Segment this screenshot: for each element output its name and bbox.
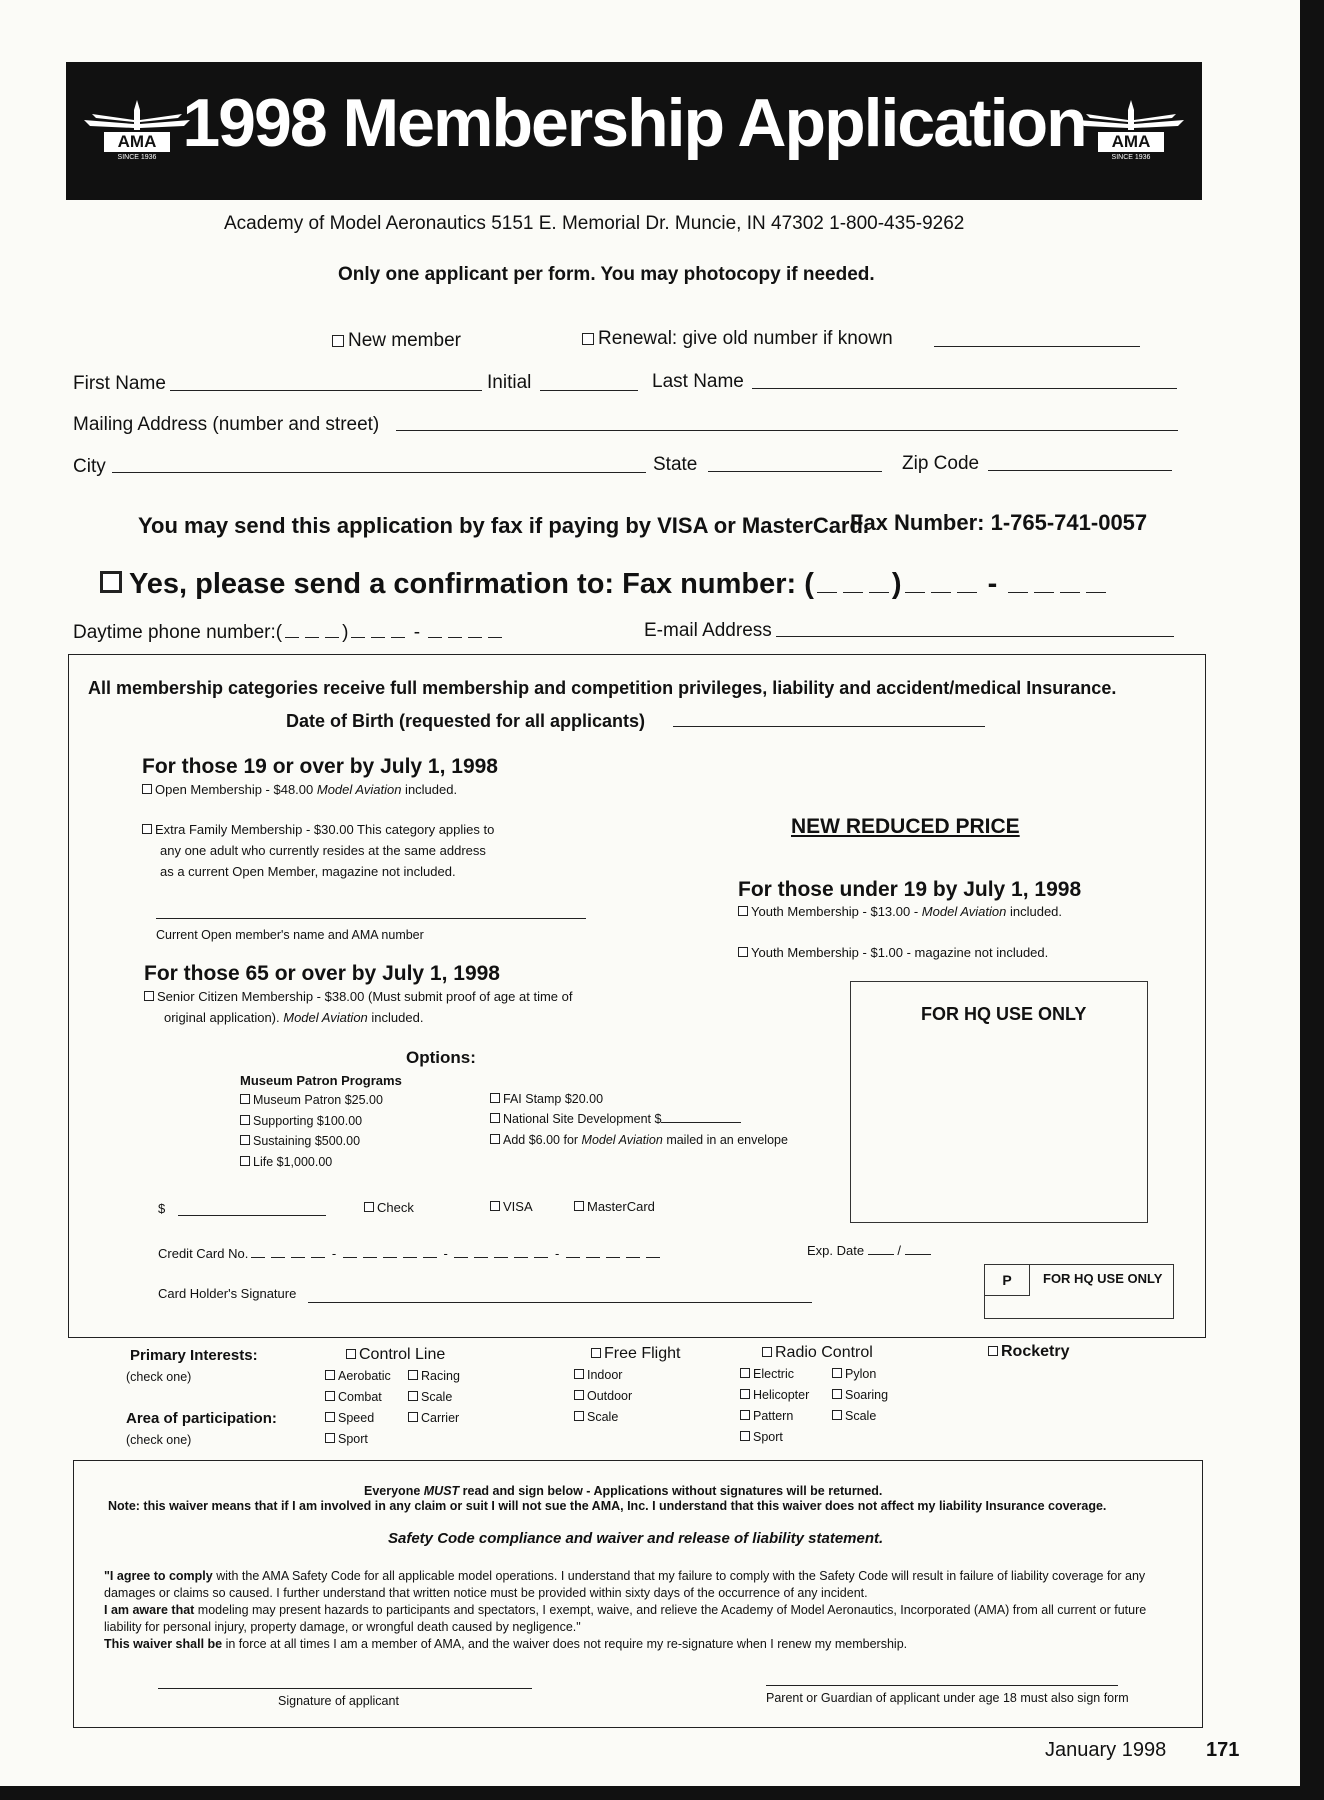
- museum-heading: Museum Patron Programs: [240, 1073, 402, 1088]
- new-member-checkbox[interactable]: [332, 335, 344, 347]
- pylon-option[interactable]: Pylon: [832, 1367, 876, 1381]
- ff-scale-option[interactable]: Scale: [574, 1410, 618, 1424]
- sustaining-option[interactable]: Sustaining $500.00: [240, 1134, 360, 1148]
- electric-option[interactable]: Electric: [740, 1367, 794, 1381]
- family-description-3: as a current Open Member, magazine not included.: [160, 864, 456, 879]
- state-label: State: [653, 454, 698, 475]
- fax-number: Fax Number: 1-765-741-0057: [850, 510, 1148, 535]
- confirmation-option[interactable]: Yes, please send a confirmation to: Fax number: ( ) -: [100, 568, 1109, 601]
- free-flight-option[interactable]: Free Flight: [591, 1345, 680, 1363]
- speed-option[interactable]: Speed: [325, 1411, 374, 1425]
- life-option[interactable]: Life $1,000.00: [240, 1155, 332, 1169]
- notice-line: Only one applicant per form. You may photocopy if needed.: [338, 264, 875, 285]
- control-line-checkbox[interactable]: [346, 1349, 356, 1359]
- mastercard-option[interactable]: MasterCard: [574, 1199, 655, 1214]
- new-reduced-price: NEW REDUCED PRICE: [791, 815, 1020, 838]
- racing-option[interactable]: Racing: [408, 1369, 460, 1383]
- exp-date-field[interactable]: Exp. Date /: [807, 1243, 931, 1258]
- logo-since: SINCE 1936: [117, 154, 157, 161]
- rocketry-option[interactable]: Rocketry: [988, 1343, 1069, 1361]
- check-option[interactable]: Check: [364, 1200, 414, 1215]
- racing-checkbox[interactable]: [408, 1370, 418, 1380]
- open-member-caption: Current Open member's name and AMA number: [156, 928, 424, 942]
- radio-control-checkbox[interactable]: [762, 1347, 772, 1357]
- daytime-phone-field[interactable]: Daytime phone number:( ) -: [73, 622, 505, 644]
- check-checkbox[interactable]: [364, 1202, 374, 1212]
- hq-use-box: [850, 981, 1148, 1223]
- applicant-signature-label: Signature of applicant: [278, 1694, 399, 1708]
- check-one-label: (check one): [126, 1370, 192, 1384]
- first-name-label: First Name: [73, 373, 166, 394]
- first-name-field[interactable]: [170, 390, 482, 391]
- aerobatic-checkbox[interactable]: [325, 1370, 335, 1380]
- envelope-checkbox[interactable]: [490, 1134, 500, 1144]
- hq-use-label: FOR HQ USE ONLY: [921, 1004, 1087, 1024]
- address-line: Academy of Model Aeronautics 5151 E. Memorial Dr. Muncie, IN 47302 1-800-435-9262: [224, 213, 965, 234]
- aerobatic-option[interactable]: Aerobatic: [325, 1369, 391, 1383]
- envelope-option[interactable]: Add $6.00 for Model Aviation mailed in an envelope: [490, 1133, 788, 1147]
- sustaining-checkbox[interactable]: [240, 1135, 250, 1145]
- fax-notice: You may send this application by fax if paying by VISA or MasterCard.: [138, 513, 870, 538]
- credit-card-field[interactable]: Credit Card No. - - -: [158, 1246, 663, 1261]
- page-title: 1998 Membership Application: [182, 85, 1086, 161]
- senior-description-2: original application). Model Aviation included.: [164, 1010, 424, 1025]
- amount-field[interactable]: [178, 1215, 326, 1216]
- national-site-checkbox[interactable]: [490, 1113, 500, 1123]
- rocketry-checkbox[interactable]: [988, 1346, 998, 1356]
- card-holder-signature-label: Card Holder's Signature: [158, 1286, 297, 1301]
- over19-heading: For those 19 or over by July 1, 1998: [142, 755, 498, 778]
- rc-sport-option[interactable]: Sport: [740, 1430, 783, 1444]
- logo-since: SINCE 1936: [1111, 154, 1151, 161]
- under19-heading: For those under 19 by July 1, 1998: [738, 878, 1082, 901]
- youth-membership-2-checkbox[interactable]: [738, 947, 748, 957]
- soaring-checkbox[interactable]: [832, 1389, 842, 1399]
- confirmation-checkbox[interactable]: [100, 571, 122, 593]
- logo-text: AMA: [117, 132, 157, 151]
- over65-heading: For those 65 or over by July 1, 1998: [144, 962, 500, 985]
- ama-logo-right: [1076, 96, 1186, 172]
- cl-sport-checkbox[interactable]: [325, 1433, 335, 1443]
- youth-membership-2-option[interactable]: Youth Membership - $1.00 - magazine not included.: [738, 945, 1048, 960]
- mailing-address-label: Mailing Address (number and street): [73, 414, 380, 435]
- rc-sport-checkbox[interactable]: [740, 1431, 750, 1441]
- safety-code-heading: Safety Code compliance and waiver and release of liability statement.: [388, 1530, 884, 1547]
- state-field[interactable]: [708, 471, 882, 472]
- email-label: E-mail Address: [644, 620, 772, 641]
- cl-scale-checkbox[interactable]: [408, 1391, 418, 1401]
- museum-patron-checkbox[interactable]: [240, 1094, 250, 1104]
- soaring-option[interactable]: Soaring: [832, 1388, 888, 1402]
- helicopter-checkbox[interactable]: [740, 1389, 750, 1399]
- card-holder-signature-field[interactable]: [308, 1302, 812, 1303]
- carrier-option[interactable]: Carrier: [408, 1411, 459, 1425]
- visa-option[interactable]: VISA: [490, 1199, 533, 1214]
- zip-label: Zip Code: [902, 453, 980, 474]
- new-member-option[interactable]: New member: [332, 330, 461, 352]
- initial-field[interactable]: [540, 390, 638, 391]
- email-field[interactable]: [776, 636, 1174, 637]
- initial-label: Initial: [487, 372, 532, 393]
- hq-use-small-box: [984, 1264, 1174, 1319]
- rc-scale-checkbox[interactable]: [832, 1410, 842, 1420]
- life-checkbox[interactable]: [240, 1156, 250, 1166]
- zip-field[interactable]: [988, 470, 1172, 471]
- city-label: City: [73, 456, 106, 477]
- family-membership-option[interactable]: Extra Family Membership - $30.00 This category applies to: [142, 822, 494, 837]
- national-site-option[interactable]: National Site Development $: [490, 1112, 741, 1126]
- footer-date: January 1998: [1045, 1739, 1167, 1761]
- senior-membership-option[interactable]: Senior Citizen Membership - $38.00 (Must submit proof of age at time of: [144, 989, 572, 1004]
- last-name-field[interactable]: [752, 388, 1177, 389]
- dob-field[interactable]: [673, 726, 985, 727]
- family-description-2: any one adult who currently resides at the same address: [160, 843, 486, 858]
- mailing-address-field[interactable]: [396, 430, 1178, 431]
- guardian-signature-label: Parent or Guardian of applicant under age 18 must also sign form: [766, 1691, 1129, 1705]
- fai-stamp-option[interactable]: FAI Stamp $20.00: [490, 1092, 603, 1106]
- visa-checkbox[interactable]: [490, 1201, 500, 1211]
- renewal-number-field[interactable]: [934, 346, 1140, 347]
- museum-patron-option[interactable]: Museum Patron $25.00: [240, 1093, 383, 1107]
- outdoor-checkbox[interactable]: [574, 1390, 584, 1400]
- family-membership-checkbox[interactable]: [142, 824, 152, 834]
- rc-scale-option[interactable]: Scale: [832, 1409, 876, 1423]
- open-membership-option[interactable]: Open Membership - $48.00 Model Aviation included.: [142, 782, 457, 797]
- open-membership-checkbox[interactable]: [142, 784, 152, 794]
- renewal-checkbox[interactable]: [582, 333, 594, 345]
- dob-label: Date of Birth (requested for all applicants): [286, 711, 646, 731]
- hq-p-cell: P: [985, 1265, 1030, 1296]
- title-banner: [66, 62, 1202, 200]
- cl-sport-option[interactable]: Sport: [325, 1432, 368, 1446]
- helicopter-option[interactable]: Helicopter: [740, 1388, 809, 1402]
- city-field[interactable]: [112, 472, 646, 473]
- indoor-checkbox[interactable]: [574, 1369, 584, 1379]
- dollar-label: $: [158, 1201, 166, 1216]
- primary-interests-label: Primary Interests:: [130, 1347, 258, 1364]
- indoor-option[interactable]: Indoor: [574, 1368, 622, 1382]
- control-line-option[interactable]: Control Line: [346, 1346, 445, 1364]
- open-member-name-field[interactable]: [156, 918, 586, 919]
- categories-intro: All membership categories receive full membership and competition privileges, liability and accident/medical Insurance.: [88, 678, 1117, 698]
- youth-membership-option[interactable]: Youth Membership - $13.00 - Model Aviation included.: [738, 904, 1062, 919]
- check-one-label-2: (check one): [126, 1433, 192, 1447]
- cl-scale-option[interactable]: Scale: [408, 1390, 452, 1404]
- pattern-checkbox[interactable]: [740, 1410, 750, 1420]
- mastercard-checkbox[interactable]: [574, 1201, 584, 1211]
- waiver-text: "I agree to comply with the AMA Safety Code for all applicable model operations. I understand that my failure to comply with the Safety Code will result in failure of liability coverage for any damages or claims so caused. I further understand that written notice must be provided within sixty days of the occurrence of any incident. I am aware that modeling may present hazards to participants and spectators, I exempt, waive, and relieve the Academy of Model Aeronautics, Incorporated (AMA) from all current or future liability for personal injury, property damage, or wrongful death caused by negligence." This waiver shall be in force at all times I am a member of AMA, and the waiver does not require my re-signature when I renew my membership.: [104, 1569, 1147, 1651]
- speed-checkbox[interactable]: [325, 1412, 335, 1422]
- combat-checkbox[interactable]: [325, 1391, 335, 1401]
- area-of-participation-label: Area of participation:: [126, 1410, 277, 1427]
- senior-membership-checkbox[interactable]: [144, 991, 154, 1001]
- pattern-option[interactable]: Pattern: [740, 1409, 793, 1423]
- options-heading: Options:: [406, 1048, 476, 1067]
- outdoor-option[interactable]: Outdoor: [574, 1389, 632, 1403]
- combat-option[interactable]: Combat: [325, 1390, 382, 1404]
- waiver-must-read: Everyone MUST read and sign below - Applications without signatures will be returned.: [364, 1484, 883, 1498]
- logo-text: AMA: [1111, 132, 1151, 151]
- radio-control-option[interactable]: Radio Control: [762, 1344, 873, 1362]
- waiver-note: Note: this waiver means that if I am involved in any claim or suit I will not sue the AMA, Inc. I understand that this waiver does not affect my liability Insurance coverage.: [108, 1499, 1107, 1513]
- last-name-label: Last Name: [652, 371, 744, 392]
- guardian-signature-field[interactable]: [766, 1685, 1118, 1686]
- supporting-checkbox[interactable]: [240, 1115, 250, 1125]
- ff-scale-checkbox[interactable]: [574, 1411, 584, 1421]
- supporting-option[interactable]: Supporting $100.00: [240, 1114, 362, 1128]
- page-number: 171: [1206, 1739, 1240, 1761]
- fai-stamp-checkbox[interactable]: [490, 1093, 500, 1103]
- carrier-checkbox[interactable]: [408, 1412, 418, 1422]
- renewal-option[interactable]: Renewal: give old number if known: [582, 328, 893, 350]
- youth-membership-checkbox[interactable]: [738, 906, 748, 916]
- pylon-checkbox[interactable]: [832, 1368, 842, 1378]
- electric-checkbox[interactable]: [740, 1368, 750, 1378]
- hq-use-small-label: FOR HQ USE ONLY: [1043, 1271, 1163, 1286]
- free-flight-checkbox[interactable]: [591, 1348, 601, 1358]
- applicant-signature-field[interactable]: [158, 1688, 532, 1689]
